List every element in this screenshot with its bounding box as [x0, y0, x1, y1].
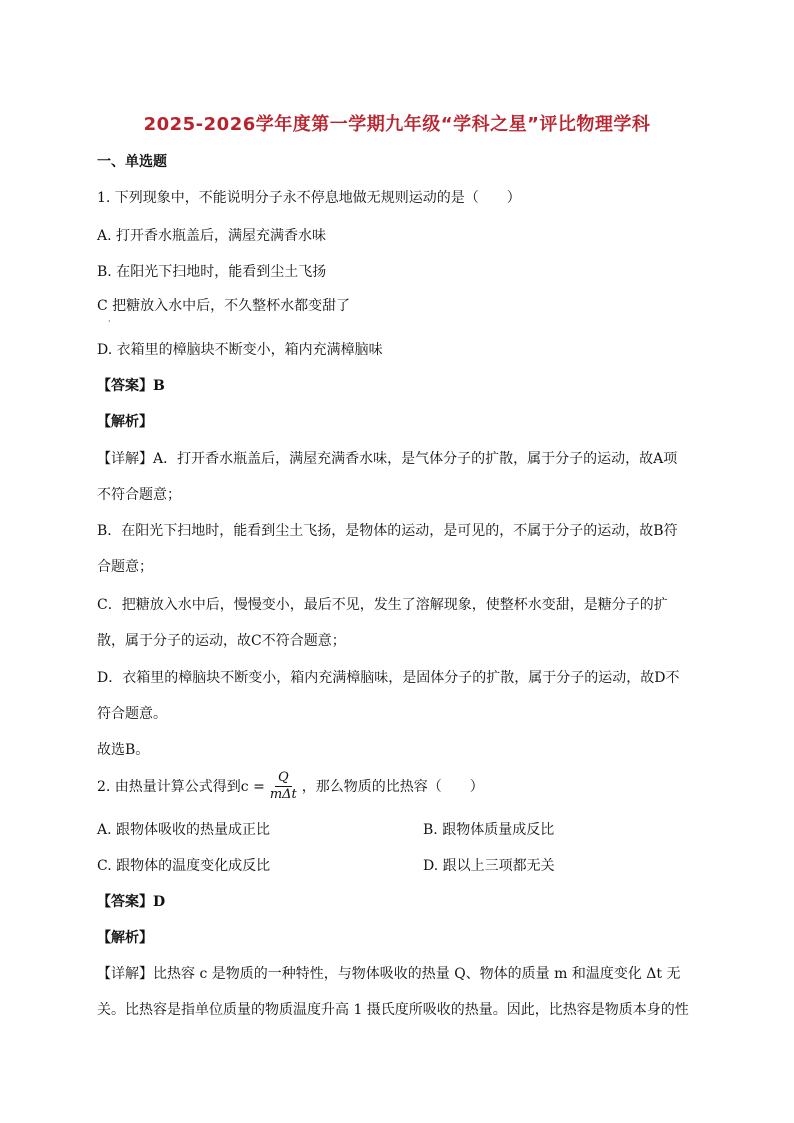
q1-detail-line: D．衣箱里的樟脑块不断变小，箱内充满樟脑味，是固体分子的扩散，属于分子的运动，故D不 — [97, 670, 680, 686]
q1-option-b: B. 在阳光下扫地时，能看到尘土飞扬 — [97, 264, 327, 280]
q1-stem: 1. 下列现象中，不能说明分子永不停息地做无规则运动的是（ ） — [97, 190, 521, 206]
q2-option-c: C. 跟物体的温度变化成反比 — [97, 858, 271, 874]
q1-detail-line: 不符合题意； — [97, 487, 181, 503]
stray-dot: · — [108, 317, 111, 326]
q1-option-a: A. 打开香水瓶盖后，满屋充满香水味 — [97, 228, 327, 244]
q1-detail-line: C．把糖放入水中后，慢慢变小，最后不见，发生了溶解现象，使整杯水变甜，是糖分子的扩 — [97, 597, 668, 613]
q2-detail-line: 【详解】比热容 c 是物质的一种特性，与物体吸收的热量 Q、物体的质量 m 和温度变化 Δt 无 — [97, 966, 681, 982]
q2-analysis-label: 【解析】 — [97, 930, 153, 946]
q1-detail-line: 【详解】A．打开香水瓶盖后，满屋充满香水味，是气体分子的扩散，属于分子的运动，故A项 — [97, 451, 678, 467]
q1-detail-line: B．在阳光下扫地时，能看到尘土飞扬，是物体的运动，是可见的，不属于分子的运动，故B符 — [97, 523, 678, 539]
q2-option-d: D. 跟以上三项都无关 — [423, 858, 555, 874]
formula-denominator: mΔt — [269, 787, 297, 802]
q2-stem-prefix: 2. 由热量计算公式得到c = — [97, 778, 265, 795]
q2-option-a: A. 跟物体吸收的热量成正比 — [97, 822, 271, 838]
q1-option-c: C 把糖放入水中后，不久整杯水都变甜了 — [97, 298, 351, 314]
q1-detail-line: 散，属于分子的运动，故C不符合题意； — [97, 633, 346, 649]
section-heading: 一、单选题 — [97, 154, 167, 170]
q2-detail-line: 关。比热容是指单位质量的物质温度升高 1 摄氏度所吸收的热量。因此，比热容是物质本身的性 — [97, 1002, 689, 1018]
q2-stem-suffix: ，那么物质的比热容（ ） — [301, 778, 484, 795]
q1-detail-line: 符合题意。 — [97, 706, 167, 722]
q2-stem — [97, 770, 484, 803]
q1-analysis-label: 【解析】 — [97, 414, 153, 430]
specific-heat-formula — [267, 770, 300, 803]
formula-numerator: Q — [275, 770, 292, 787]
page-title: 2025-2026学年度第一学期九年级“学科之星”评比物理学科 — [143, 114, 651, 135]
q1-answer: 【答案】B — [97, 378, 165, 394]
q1-conclusion: 故选B。 — [97, 742, 150, 758]
q2-answer: 【答案】D — [97, 894, 166, 910]
q1-detail-line: 合题意； — [97, 559, 153, 575]
q2-option-b: B. 跟物体质量成反比 — [423, 822, 555, 838]
q1-option-d: D. 衣箱里的樟脑块不断变小，箱内充满樟脑味 — [97, 342, 383, 358]
